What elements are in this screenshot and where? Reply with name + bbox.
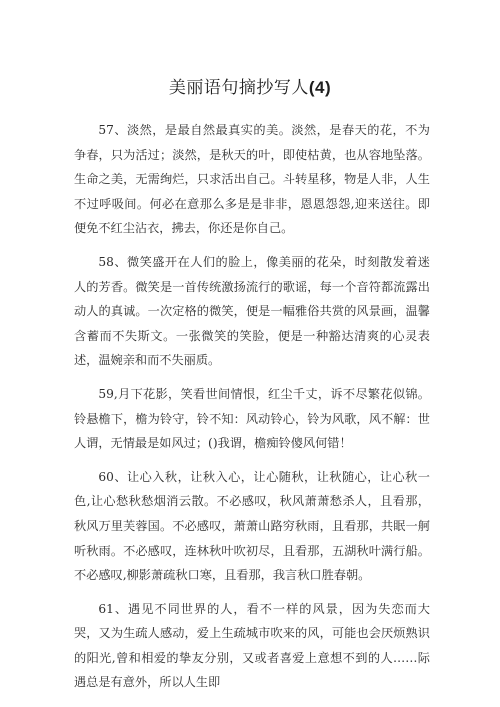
body-text: [74, 118, 430, 695]
page-title: [0, 76, 500, 100]
title-number: (4): [308, 78, 332, 97]
paragraph-61: 61、遇见不同世界的人，看不一样的风景，因为失恋而大哭，又为生疏人感动，爱上生疏城市吹来的风，可能也会厌烦熟识的阳光,曾和相爱的挚友分别，又或者喜爱上意想不到的人……际遇总是有意外，所以人生即: [74, 601, 430, 690]
paragraph-59: 59,月下花影，笑看世间情恨，红尘千丈，诉不尽繁花似锦。铃悬檐下，檐为铃守，铃不知：风动铃心，铃为风歌，风不解：世人谓，无情最是如风过；()我谓，檐痴铃傻风何错！: [74, 386, 430, 451]
paragraph-58: 58、微笑盛开在人们的脸上，像美丽的花朵，时刻散发着迷人的芳香。微笑是一首传统激扬流行的歌谣，每一个音符都流露出动人的真诚。一次定格的微笑，便是一幅雅俗共赏的风景画，温馨含蓄而不失斯文。一张微笑的笑脸，便是一种豁达清爽的心灵表述，温婉亲和而不失丽质。: [74, 254, 430, 368]
paragraph-57: 57、淡然，是最自然最真实的美。淡然，是春天的花，不为争春，只为活过；淡然，是秋天的叶，即使枯黄，也从容地坠落。生命之美，无需绚烂，只求活出自己。斗转星移，物是人非，人生不过呼吸间。何必在意那么多是是非非，恩恩怨怨,迎来送往。即便免不红尘沾衣，拂去，你还是你自己。: [74, 123, 430, 236]
title-text: 美丽语句摘抄写人: [168, 78, 309, 98]
paragraph-60: 60、让心入秋，让秋入心，让心随秋，让秋随心，让心秋一色,让心愁秋愁烟消云散。不必感叹，秋风萧萧愁杀人，且看那，秋风万里芙蓉国。不必感叹，萧萧山路穷秋雨，且看那，共眠一舸听秋雨。不必感叹，连林秋叶吹初尽，且看那，五湖秋叶满行船。不必感叹,柳影萧疏秋口寒，且看那，我言秋口胜春朝。: [74, 469, 430, 583]
